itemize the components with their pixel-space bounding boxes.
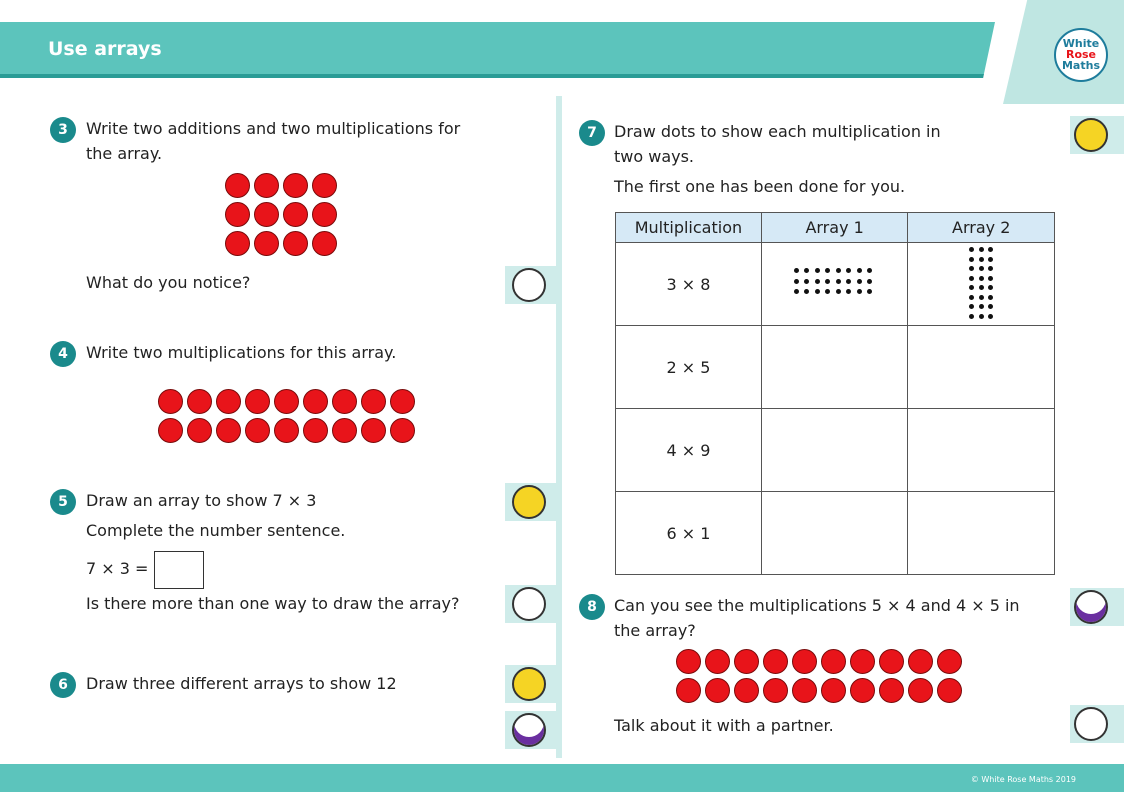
q8-line-2: the array? — [614, 621, 696, 640]
q7-line-1: Draw dots to show each multiplication in — [614, 122, 941, 141]
drawn-dot — [969, 276, 974, 281]
logo-line-2: Rose — [1065, 48, 1097, 61]
q3-instructions — [86, 116, 460, 166]
q7-line-3: The first one has been done for you. — [614, 177, 906, 196]
counter-dot — [821, 649, 846, 674]
counter-dot — [676, 678, 701, 703]
drawn-dot — [988, 304, 993, 309]
drawn-dot — [979, 257, 984, 262]
counter-dot — [225, 202, 250, 227]
speech-bubble-icon — [512, 587, 546, 621]
drawn-dot — [825, 279, 830, 284]
array-2-cell[interactable] — [908, 492, 1055, 575]
row-label: 4 × 9 — [616, 409, 762, 492]
dot-array-3-by-8 — [794, 268, 878, 298]
drawn-dot — [846, 268, 851, 273]
counter-dot — [283, 202, 308, 227]
q7-line-2: two ways. — [614, 147, 695, 166]
counter-dot — [390, 418, 415, 443]
drawn-dot — [846, 289, 851, 294]
drawn-dot — [836, 289, 841, 294]
counter-dot — [705, 649, 730, 674]
counter-dot — [312, 202, 337, 227]
array-1-cell — [761, 243, 908, 326]
counter-dot — [225, 173, 250, 198]
q6-text: Draw three different arrays to show 12 — [86, 674, 397, 693]
row-label: 6 × 1 — [616, 492, 762, 575]
counter-dot — [312, 231, 337, 256]
array-2-cell — [908, 243, 1055, 326]
counter-dot — [187, 418, 212, 443]
thought-bubble-icon — [512, 713, 546, 747]
logo-line-3: Maths — [1061, 59, 1100, 72]
q5-sentence: 7 × 3 = — [86, 559, 149, 578]
counter-dot — [937, 649, 962, 674]
table-row — [616, 409, 1055, 492]
drawn-dot — [988, 295, 993, 300]
counter-dot — [245, 418, 270, 443]
counter-dot — [705, 678, 730, 703]
drawn-dot — [867, 279, 872, 284]
counter-dot — [216, 389, 241, 414]
counter-dot — [254, 231, 279, 256]
q4-array — [158, 389, 420, 447]
drawn-dot — [969, 295, 974, 300]
row-label: 3 × 8 — [616, 243, 762, 326]
drawn-dot — [857, 279, 862, 284]
q8-instructions — [614, 593, 1020, 643]
speech-bubble-icon — [1074, 707, 1108, 741]
counter-dot — [225, 231, 250, 256]
drawn-dot — [804, 268, 809, 273]
counter-dot — [187, 389, 212, 414]
counter-dot — [361, 418, 386, 443]
counter-dot — [283, 173, 308, 198]
counter-dot — [361, 389, 386, 414]
table-row — [616, 492, 1055, 575]
drawn-dot — [969, 266, 974, 271]
question-number-8: 8 — [579, 594, 605, 620]
q7-instructions — [614, 119, 941, 169]
drawn-dot — [867, 289, 872, 294]
q8-array — [676, 649, 958, 707]
q8-line-1: Can you see the multiplications 5 × 4 and 4 × 5 in — [614, 596, 1020, 615]
drawn-dot — [979, 304, 984, 309]
column-divider — [556, 96, 562, 758]
drawn-dot — [815, 279, 820, 284]
counter-dot — [792, 649, 817, 674]
q5-line-1: Draw an array to show 7 × 3 — [86, 491, 317, 510]
drawn-dot — [794, 268, 799, 273]
footer-bar — [0, 764, 1124, 792]
counter-dot — [908, 649, 933, 674]
drawn-dot — [988, 266, 993, 271]
array-1-cell[interactable] — [761, 492, 908, 575]
counter-dot — [332, 389, 357, 414]
counter-dot — [216, 418, 241, 443]
q8-talk: Talk about it with a partner. — [614, 716, 834, 735]
table-header-row — [616, 213, 1055, 243]
drawn-dot — [836, 268, 841, 273]
drawn-dot — [969, 314, 974, 319]
drawn-dot — [846, 279, 851, 284]
drawn-dot — [979, 285, 984, 290]
counter-dot — [734, 678, 759, 703]
white-rose-logo — [1054, 28, 1108, 82]
drawn-dot — [815, 268, 820, 273]
row-label: 2 × 5 — [616, 326, 762, 409]
drawn-dot — [836, 279, 841, 284]
drawn-dot — [794, 279, 799, 284]
counter-dot — [283, 231, 308, 256]
speech-bubble-icon — [512, 268, 546, 302]
drawn-dot — [979, 295, 984, 300]
column-header: Array 2 — [908, 213, 1055, 243]
drawn-dot — [979, 247, 984, 252]
counter-dot — [676, 649, 701, 674]
array-2-cell[interactable] — [908, 326, 1055, 409]
drawn-dot — [969, 304, 974, 309]
array-1-cell[interactable] — [761, 326, 908, 409]
counter-dot — [792, 678, 817, 703]
drawn-dot — [804, 289, 809, 294]
drawn-dot — [794, 289, 799, 294]
q5-question: Is there more than one way to draw the array? — [86, 594, 460, 613]
thought-bubble-icon — [1074, 590, 1108, 624]
q5-answer-box[interactable] — [154, 551, 204, 589]
drawn-dot — [979, 314, 984, 319]
drawn-dot — [979, 276, 984, 281]
column-header: Array 1 — [761, 213, 908, 243]
counter-dot — [763, 649, 788, 674]
counter-dot — [821, 678, 846, 703]
column-header: Multiplication — [616, 213, 762, 243]
q3-notice: What do you notice? — [86, 273, 251, 292]
pencil-icon — [512, 667, 546, 701]
q3-array — [225, 173, 355, 263]
question-number-7: 7 — [579, 120, 605, 146]
counter-dot — [332, 418, 357, 443]
table-row — [616, 243, 1055, 326]
counter-dot — [254, 202, 279, 227]
counter-dot — [158, 418, 183, 443]
pencil-icon — [512, 485, 546, 519]
drawn-dot — [804, 279, 809, 284]
counter-dot — [879, 649, 904, 674]
question-number-5: 5 — [50, 489, 76, 515]
counter-dot — [274, 389, 299, 414]
q4-text: Write two multiplications for this array. — [86, 343, 397, 362]
drawn-dot — [988, 276, 993, 281]
drawn-dot — [988, 247, 993, 252]
drawn-dot — [969, 247, 974, 252]
counter-dot — [303, 418, 328, 443]
counter-dot — [254, 173, 279, 198]
drawn-dot — [979, 266, 984, 271]
counter-dot — [850, 678, 875, 703]
drawn-dot — [969, 285, 974, 290]
drawn-dot — [988, 314, 993, 319]
drawn-dot — [988, 285, 993, 290]
counter-dot — [303, 389, 328, 414]
counter-dot — [763, 678, 788, 703]
drawn-dot — [857, 268, 862, 273]
table-row — [616, 326, 1055, 409]
question-number-6: 6 — [50, 672, 76, 698]
drawn-dot — [969, 257, 974, 262]
drawn-dot — [825, 289, 830, 294]
counter-dot — [879, 678, 904, 703]
question-number-4: 4 — [50, 341, 76, 367]
counter-dot — [274, 418, 299, 443]
drawn-dot — [988, 257, 993, 262]
q3-line-2: the array. — [86, 144, 163, 163]
dot-array-8-by-3 — [969, 247, 995, 325]
counter-dot — [158, 389, 183, 414]
q3-line-1: Write two additions and two multiplications for — [86, 119, 461, 138]
drawn-dot — [825, 268, 830, 273]
drawn-dot — [857, 289, 862, 294]
array-1-cell[interactable] — [761, 409, 908, 492]
counter-dot — [908, 678, 933, 703]
page-title: Use arrays — [48, 38, 162, 60]
logo-line-1: White — [1062, 37, 1100, 50]
pencil-icon — [1074, 118, 1108, 152]
counter-dot — [390, 389, 415, 414]
array-2-cell[interactable] — [908, 409, 1055, 492]
drawn-dot — [815, 289, 820, 294]
counter-dot — [312, 173, 337, 198]
counter-dot — [850, 649, 875, 674]
counter-dot — [937, 678, 962, 703]
q7-table — [615, 212, 1055, 575]
question-number-3: 3 — [50, 117, 76, 143]
counter-dot — [734, 649, 759, 674]
counter-dot — [245, 389, 270, 414]
copyright: © White Rose Maths 2019 — [970, 775, 1076, 784]
q5-line-2: Complete the number sentence. — [86, 521, 346, 540]
drawn-dot — [867, 268, 872, 273]
